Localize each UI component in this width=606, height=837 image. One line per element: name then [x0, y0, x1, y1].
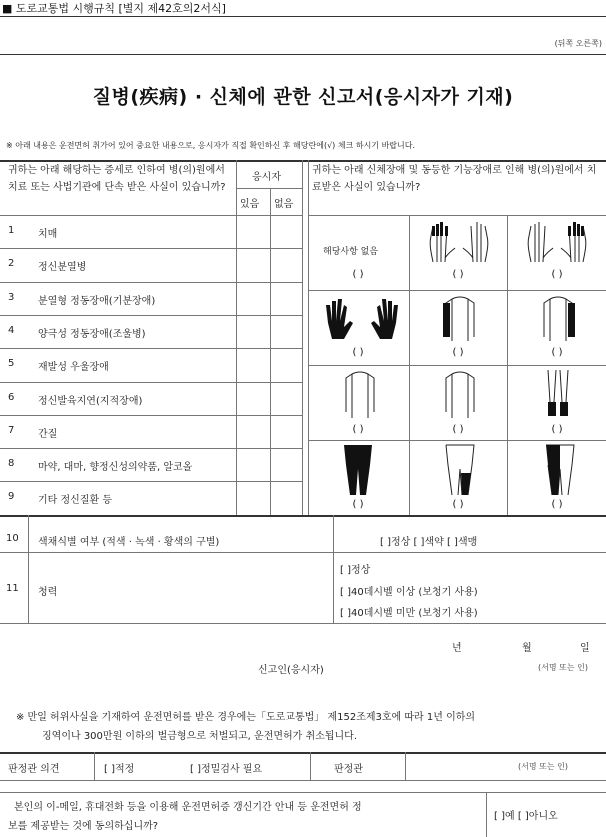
title-top-rule [0, 54, 606, 55]
checkbox-not-applicable[interactable]: ( ) [352, 269, 364, 280]
col-divider [308, 160, 309, 515]
condition-yes-cell[interactable] [237, 416, 269, 447]
condition-yes-cell[interactable] [237, 383, 269, 414]
hearing-option-under-40db[interactable]: [ ]40데시벨 미만 (보청기 사용) [340, 608, 478, 619]
condition-yes-cell[interactable] [237, 449, 269, 480]
date-month: 월 [522, 643, 532, 654]
grid-row-divider [308, 290, 606, 291]
condition-no-cell[interactable] [271, 449, 301, 480]
row-divider [0, 515, 606, 517]
row-number: 10 [6, 533, 19, 544]
judge-exam-option[interactable]: [ ]정밀검사 필요 [190, 764, 263, 775]
both-arms-icon [340, 368, 380, 420]
col-divider [405, 752, 406, 780]
col-divider [310, 752, 311, 780]
hearing-option-over-40db[interactable]: [ ]40데시벨 이상 (보청기 사용) [340, 587, 478, 598]
checkbox-left-leg[interactable]: ( ) [551, 499, 563, 510]
right-foot-icon [440, 368, 480, 420]
color-vision-label: 색채식별 여부 (적색 · 녹색 · 황색의 구별) [38, 537, 220, 548]
row-divider [0, 780, 606, 781]
both-feet-icon [540, 368, 576, 420]
back-note: (뒤쪽 오른쪽) [554, 39, 602, 48]
condition-no-cell[interactable] [271, 383, 301, 414]
col-divider [28, 515, 29, 623]
both-hands-icon [322, 293, 402, 343]
right-arm-icon [440, 293, 480, 343]
consent-line: 본인의 이-메일, 휴대전화 등을 이용해 운전면허증 갱신기간 안내 등 운전면허 정 [14, 802, 362, 813]
not-applicable-label: 해당사항 없음 [323, 247, 379, 257]
left-leg-icon [540, 443, 580, 497]
row-number: 7 [8, 424, 15, 436]
row-divider [0, 623, 606, 624]
condition-no-cell[interactable] [271, 482, 301, 513]
row-divider [308, 215, 606, 216]
judge-sign-note: (서명 또는 인) [518, 762, 568, 771]
condition-no-cell[interactable] [271, 249, 301, 280]
row-number: 1 [8, 225, 15, 236]
condition-no-cell[interactable] [271, 349, 301, 380]
condition-label: 마약, 대마, 향정신성의약품, 알코올 [38, 462, 193, 474]
color-vision-options[interactable]: [ ]정상 [ ]색약 [ ]색맹 [380, 537, 478, 548]
col-divider [302, 160, 303, 515]
row-divider [0, 792, 606, 793]
warning-line: 징역이나 300만원 이하의 벌금형으로 처벌되고, 운전면허가 취소됩니다. [42, 731, 357, 742]
row-divider [0, 552, 606, 553]
left-hand-icon [523, 218, 591, 268]
condition-no-cell[interactable] [271, 316, 301, 347]
condition-yes-cell[interactable] [237, 482, 269, 513]
row-number: 2 [8, 258, 15, 270]
condition-label: 양극성 정동장애(조울병) [38, 328, 146, 340]
checkbox-right-leg[interactable]: ( ) [452, 499, 464, 510]
row-number: 4 [8, 324, 15, 336]
grid-row-divider [308, 365, 606, 366]
hearing-label: 청력 [38, 587, 58, 598]
condition-label: 정신분열병 [38, 262, 87, 274]
row-number: 11 [6, 583, 19, 594]
row-number: 8 [8, 458, 15, 470]
row-divider [236, 188, 302, 189]
reporter-label: 신고인(응시자) [258, 665, 324, 676]
notice-text: ※ 아래 내용은 운전면허 취가어 있어 중요한 내용으로, 응시자가 직접 확인하신 후 해당란에(√) 체크 하시기 바랍니다. [6, 141, 416, 150]
condition-yes-cell[interactable] [237, 249, 269, 280]
judge-fit-option[interactable]: [ ]적정 [104, 764, 135, 775]
left-question: 귀하는 아래 해당하는 증세로 인하여 병(의)원에서 치료 또는 사법기관에 단속 받은 사실이 있습니까? [8, 165, 226, 193]
condition-label: 재발성 우울장애 [38, 362, 109, 374]
date-year: 년 [452, 643, 462, 654]
checkbox-left-hand[interactable]: ( ) [551, 269, 563, 280]
checkbox-right-arm[interactable]: ( ) [452, 347, 464, 358]
checkbox-both-arms[interactable]: ( ) [352, 424, 364, 435]
hearing-option-normal[interactable]: [ ]정상 [340, 565, 371, 576]
row-number: 6 [8, 391, 15, 403]
right-question: 귀하는 아래 신체장애 및 동등한 기능장애로 인해 병(의)원에서 치료받은 사실이 있습니까? [312, 165, 597, 193]
condition-no-cell[interactable] [271, 283, 301, 314]
yes-header: 있음 [240, 199, 260, 210]
row-divider [0, 752, 606, 754]
right-hand-icon [425, 218, 493, 268]
right-leg-icon [440, 443, 480, 497]
checkbox-right-hand[interactable]: ( ) [452, 269, 464, 280]
both-legs-icon [338, 443, 378, 497]
condition-label: 간질 [38, 428, 58, 440]
applicant-header: 응시자 [252, 172, 281, 183]
warning-line: ※ 만일 허위사실을 기재하여 운전면허를 받은 경우에는「도로교통법」 제152조제3호에 따라 1년 이하의 [16, 712, 476, 723]
grid-row-divider [308, 440, 606, 441]
condition-label: 분열형 정동장애(기분장애) [38, 295, 156, 307]
checkbox-both-feet[interactable]: ( ) [551, 424, 563, 435]
checkbox-right-foot[interactable]: ( ) [452, 424, 464, 435]
consent-choice[interactable]: [ ]예 [ ]아니오 [494, 811, 558, 822]
condition-label: 기타 정신질환 등 [38, 495, 112, 507]
col-divider [486, 792, 487, 837]
condition-yes-cell[interactable] [237, 216, 269, 247]
col-divider [333, 515, 334, 623]
checkbox-both-legs[interactable]: ( ) [352, 499, 364, 510]
consent-line: 보를 제공받는 것에 동의하십니까? [8, 821, 159, 832]
form-reference: ■ 도로교통법 시행규칙 [별지 제42호의2서식] [2, 2, 226, 15]
condition-label: 치매 [38, 229, 58, 240]
no-header: 없음 [274, 199, 294, 210]
condition-yes-cell[interactable] [237, 283, 269, 314]
judge-opinion-label: 판정관 의견 [8, 764, 60, 775]
col-divider [94, 752, 95, 780]
condition-no-cell[interactable] [271, 216, 301, 247]
header-rule [0, 16, 606, 17]
condition-yes-cell[interactable] [237, 349, 269, 380]
condition-label: 정신발육지연(지적장애) [38, 395, 143, 407]
condition-yes-cell[interactable] [237, 316, 269, 347]
left-arm-icon [538, 293, 578, 343]
sign-note: (서명 또는 인) [538, 663, 588, 672]
date-day: 일 [580, 643, 590, 654]
row-number: 9 [8, 491, 15, 503]
row-number: 3 [8, 291, 15, 303]
row-number: 5 [8, 358, 15, 370]
checkbox-left-arm[interactable]: ( ) [551, 347, 563, 358]
page-title: 질병(疾病) · 신체에 관한 신고서(응시자가 기재) [92, 86, 514, 108]
condition-no-cell[interactable] [271, 416, 301, 447]
judge-officer-label: 판정관 [334, 764, 363, 775]
checkbox-both-hands[interactable]: ( ) [352, 347, 364, 358]
